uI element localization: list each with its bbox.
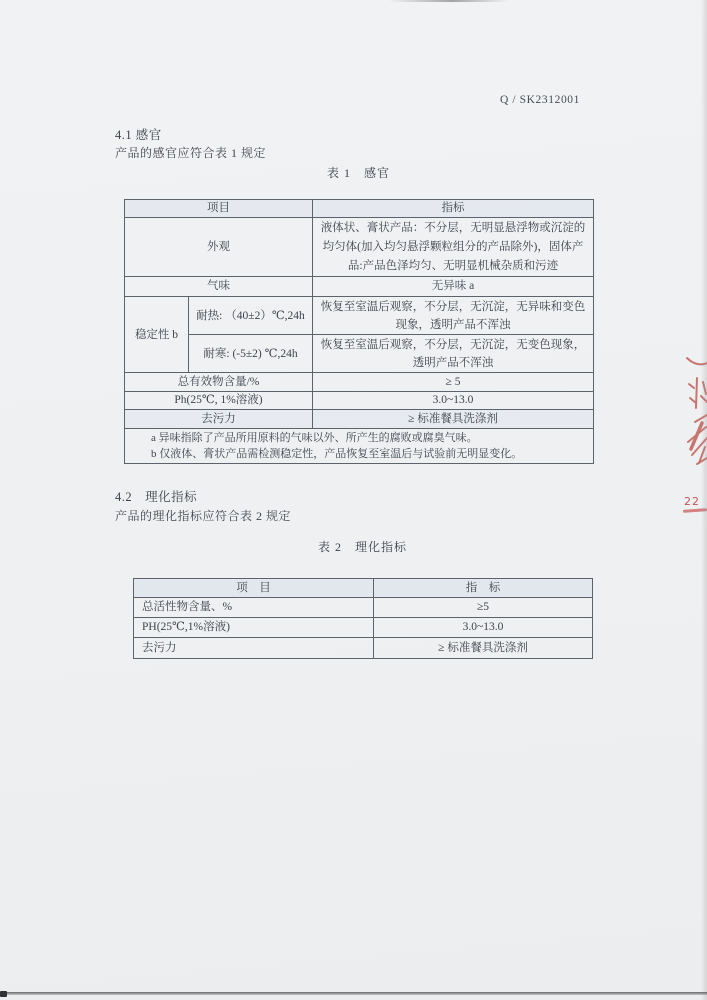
active-content-item-cell: 总有效物含量/% <box>125 373 313 392</box>
active-content-value-cell: ≥ 5 <box>313 373 594 392</box>
active-matter-item-cell: 总活性物含量、% <box>134 598 374 618</box>
footnote-b: b 仅液体、膏状产品需检测稳定性，产品恢复至室温后与试验前无明显变化。 <box>151 448 523 460</box>
section-4-2-intro: 产品的理化指标应符合表 2 规定 <box>115 509 292 523</box>
appearance-item-cell: 外观 <box>125 218 313 277</box>
table1-header-item: 项目 <box>125 200 313 218</box>
table-row <box>125 200 594 218</box>
table-2-caption: 表 2 理化指标 <box>317 540 407 554</box>
section-4-1-heading: 4.1 感官 <box>115 128 162 142</box>
table-row <box>134 618 593 638</box>
cold-condition-cell: 耐寒: (-5±2) ℃,24h <box>189 335 313 373</box>
table-row <box>125 392 594 410</box>
table1-footnotes-cell <box>125 429 594 464</box>
cold-value-cell: 恢复至室温后观察，不分层，无沉淀，无变色现象，透明产品不浑浊 <box>313 335 594 373</box>
table-1-caption: 表 1 感官 <box>326 166 390 180</box>
scan-top-edge-artifact <box>0 0 707 2</box>
ph2-item-cell: PH(25℃,1%溶液) <box>134 618 374 638</box>
table-row <box>125 218 594 277</box>
table-row <box>125 410 594 429</box>
table-1-sensory <box>124 199 594 464</box>
document-code: Q / SK2312001 <box>500 94 581 106</box>
ph2-value-cell: 3.0~13.0 <box>374 618 593 638</box>
scan-bottom-edge-artifact <box>0 992 707 995</box>
table-row <box>125 297 594 335</box>
heat-condition-cell: 耐热: （40±2）℃,24h <box>189 297 313 335</box>
table2-header-item: 项 目 <box>134 579 374 598</box>
odor-value-cell: 无异味 a <box>313 277 594 297</box>
section-4-2-heading: 4.2 理化指标 <box>115 490 198 504</box>
table-row <box>125 373 594 392</box>
table1-header-indicator: 指标 <box>313 200 594 218</box>
section-4-1-intro: 产品的感官应符合表 1 规定 <box>115 146 267 160</box>
heat-value-cell: 恢复至室温后观察，不分层，无沉淀，无异味和变色现象，透明产品不浑浊 <box>313 297 594 335</box>
table-row <box>125 277 594 297</box>
table-row <box>125 335 594 373</box>
scan-corner-artifact <box>0 991 7 997</box>
table-row <box>134 579 593 598</box>
table-row <box>134 638 593 659</box>
detergency-item-cell: 去污力 <box>125 410 313 429</box>
detergency-value-cell: ≥ 标准餐具洗涤剂 <box>313 410 594 429</box>
appearance-value-cell: 液体状、膏状产品：不分层，无明显悬浮物或沉淀的均匀体(加入均匀悬浮颗粒组分的产品除外)，固体产品:产品色泽均匀、无明显机械杂质和污迹 <box>313 218 594 277</box>
detergency2-item-cell: 去污力 <box>134 638 374 659</box>
table-footnotes-row <box>125 429 594 464</box>
table2-header-indicator: 指 标 <box>374 579 593 598</box>
stability-label-cell: 稳定性 b <box>125 297 189 373</box>
odor-item-cell: 气味 <box>125 277 313 297</box>
active-matter-value-cell: ≥5 <box>374 598 593 618</box>
ph-value-cell: 3.0~13.0 <box>313 392 594 410</box>
red-handwritten-number: 22 <box>684 495 700 508</box>
table-2-physicochemical <box>133 578 593 659</box>
scan-right-edge-shadow <box>701 0 707 1000</box>
detergency2-value-cell: ≥ 标准餐具洗涤剂 <box>374 638 593 659</box>
table-row <box>134 598 593 618</box>
ph-item-cell: Ph(25℃, 1%溶液) <box>125 392 313 410</box>
footnote-a: a 异味指除了产品所用原料的气味以外、所产生的腐败或腐臭气味。 <box>151 431 478 444</box>
